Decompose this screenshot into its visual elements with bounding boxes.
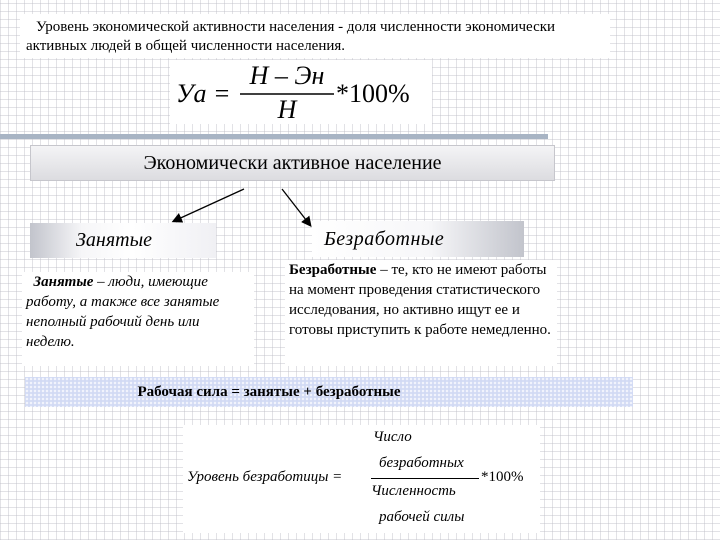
unemployed-term: Безработные (289, 262, 377, 278)
formula-numerator: Н – Эн (249, 61, 325, 90)
header-box: Экономически активное население (30, 145, 555, 181)
unemployed-box: Безработные (312, 221, 524, 257)
formula2-num-line1: Число (373, 429, 412, 445)
unemployed-text: – те, кто не имеют работы на момент проведения статистического исследования, но активно ищут ее и готовы приступить к работе немедленно. (289, 262, 551, 338)
activity-formula (170, 60, 432, 124)
formula2-den-line2: рабочей силы (379, 509, 465, 525)
arrow-left (174, 189, 244, 221)
employed-box: Занятые (30, 223, 216, 258)
formula-lhs: Уа = (176, 79, 231, 108)
definition-line-1: Уровень экономической активности населения - доля численности экономически (36, 19, 556, 35)
unemployed-definition (285, 260, 557, 366)
formula2-lhs: Уровень безработицы = (187, 469, 343, 485)
definition-line-2: активных людей в общей численности населения. (26, 38, 346, 54)
formula2-den-line1: Численность (371, 483, 456, 499)
employed-term: Занятые (33, 274, 94, 290)
divider-bar (0, 134, 548, 139)
arrow-right (282, 189, 310, 225)
activity-formula-svg (170, 60, 432, 124)
employed-text: – люди, имеющие работу, а также все занятые неполный рабочий день или неделю. (26, 274, 220, 350)
formula-multiplier: *100% (336, 79, 410, 108)
employed-definition (22, 272, 254, 366)
labor-force-bar: Рабочая сила = занятые + безработные (25, 377, 633, 407)
activity-definition (20, 14, 610, 58)
formula-denominator: Н (277, 95, 297, 124)
formula2-num-line2: безработных (379, 455, 464, 471)
formula2-fraction-line (371, 478, 479, 479)
formula2-multiplier: *100% (481, 469, 524, 485)
unemployment-formula (183, 425, 540, 533)
